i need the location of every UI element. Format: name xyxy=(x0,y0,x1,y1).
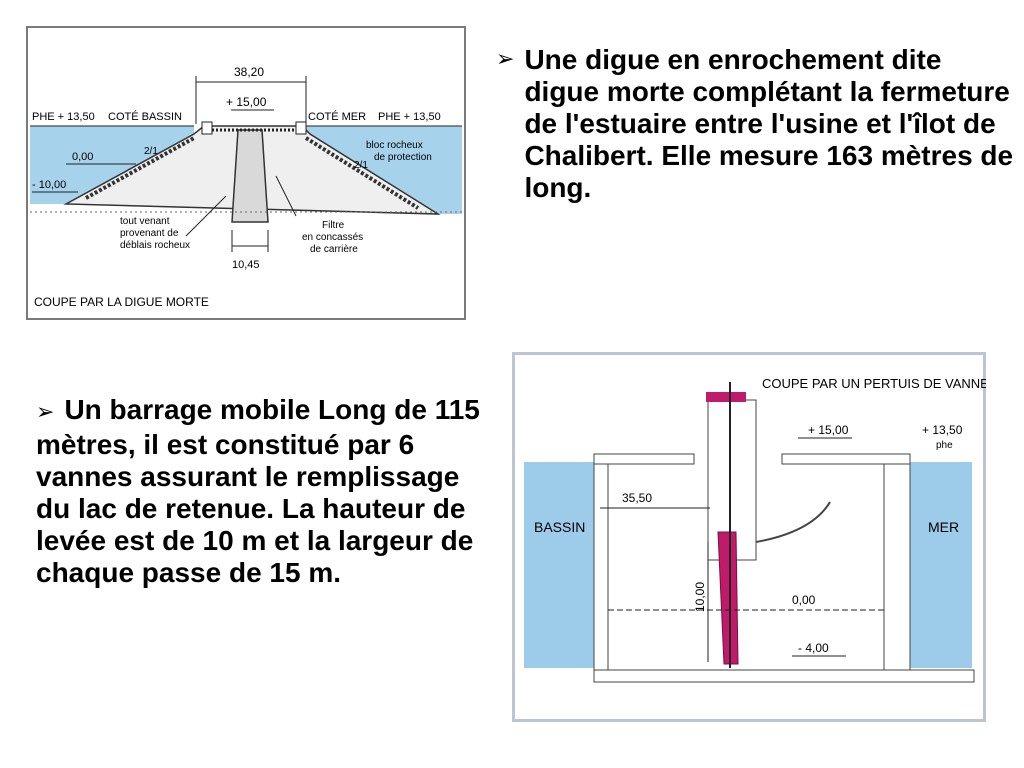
bullet-text-1: Une digue en enrochement dite digue morte complétant la fermeture de l'estuaire entre l'usine et l'îlot de Chalibert. Elle mesure 163 mètres de long. xyxy=(524,44,1014,203)
figure-1-caption: COUPE PAR LA DIGUE MORTE xyxy=(34,295,209,309)
deck-left xyxy=(594,454,694,464)
digue-morte-diagram xyxy=(26,26,466,320)
fill-label-line2: provenant de xyxy=(120,228,179,239)
side-left-label: COTÉ BASSIN xyxy=(108,111,182,123)
arrow-bullet-icon: ➢ xyxy=(496,47,515,72)
water-mer xyxy=(910,462,972,668)
mer-label: MER xyxy=(928,519,960,535)
slope-right-label: 2/1 xyxy=(354,160,368,171)
foundation-slab xyxy=(594,670,974,682)
fill-label-line1: tout venant xyxy=(120,216,170,227)
dim-top-label: 38,20 xyxy=(234,65,265,79)
deck-right xyxy=(782,454,910,464)
dike-core xyxy=(232,130,268,222)
level-zero-label: 0,00 xyxy=(792,593,816,607)
pier-right xyxy=(884,464,910,670)
dim-width-label: 35,50 xyxy=(622,491,653,505)
arrow-bullet-icon: ➢ xyxy=(36,400,55,425)
level-minus10-label: - 10,00 xyxy=(32,179,67,191)
figure-digue-morte xyxy=(26,26,466,320)
fill-label-line3: déblais rocheux xyxy=(120,240,191,251)
bullet-item-2 xyxy=(36,394,484,589)
bloc-label-line2: de protection xyxy=(374,152,432,163)
phe-label: phe xyxy=(936,440,953,451)
figure-pertuis-vanne xyxy=(512,352,986,722)
crest-wall-right xyxy=(296,122,306,134)
filtre-label-line1: Filtre xyxy=(322,220,345,231)
crest-wall-left xyxy=(202,122,212,134)
filtre-label-line3: de carrière xyxy=(310,244,358,255)
pier-left xyxy=(594,464,608,670)
phe-left-label: PHE + 13,50 xyxy=(32,111,95,123)
slope-left-label: 2/1 xyxy=(144,146,158,157)
bullet-item-1 xyxy=(496,44,1016,204)
water-bassin xyxy=(524,462,594,668)
bullet-text-2: Un barrage mobile Long de 115 mètres, il est constitué par 6 vannes assurant le remplissage du lac de retenue. La hauteur de levée est de 10 m et la largeur de chaque passe de 15 m. xyxy=(36,394,480,588)
level-phe-label: + 13,50 xyxy=(922,423,963,437)
gate-hoist xyxy=(706,392,746,402)
bloc-label-line1: bloc rocheux xyxy=(366,140,423,151)
pertuis-vanne-diagram xyxy=(512,352,986,722)
side-right-label: COTÉ MER xyxy=(308,111,367,123)
dim-height-label: 10,00 xyxy=(693,581,707,612)
level-top-label: + 15,00 xyxy=(808,423,849,437)
base-dim-label: 10,45 xyxy=(232,259,260,271)
figure-2-caption: COUPE PAR UN PERTUIS DE VANNE xyxy=(762,376,986,391)
level-zero-label: 0,00 xyxy=(72,151,94,163)
bassin-label: BASSIN xyxy=(534,519,586,535)
phe-right-label: PHE + 13,50 xyxy=(378,111,441,123)
crest-level-label: + 15,00 xyxy=(226,95,267,109)
filtre-label-line2: en concassés xyxy=(302,232,364,243)
level-minus4-label: - 4,00 xyxy=(798,641,829,655)
